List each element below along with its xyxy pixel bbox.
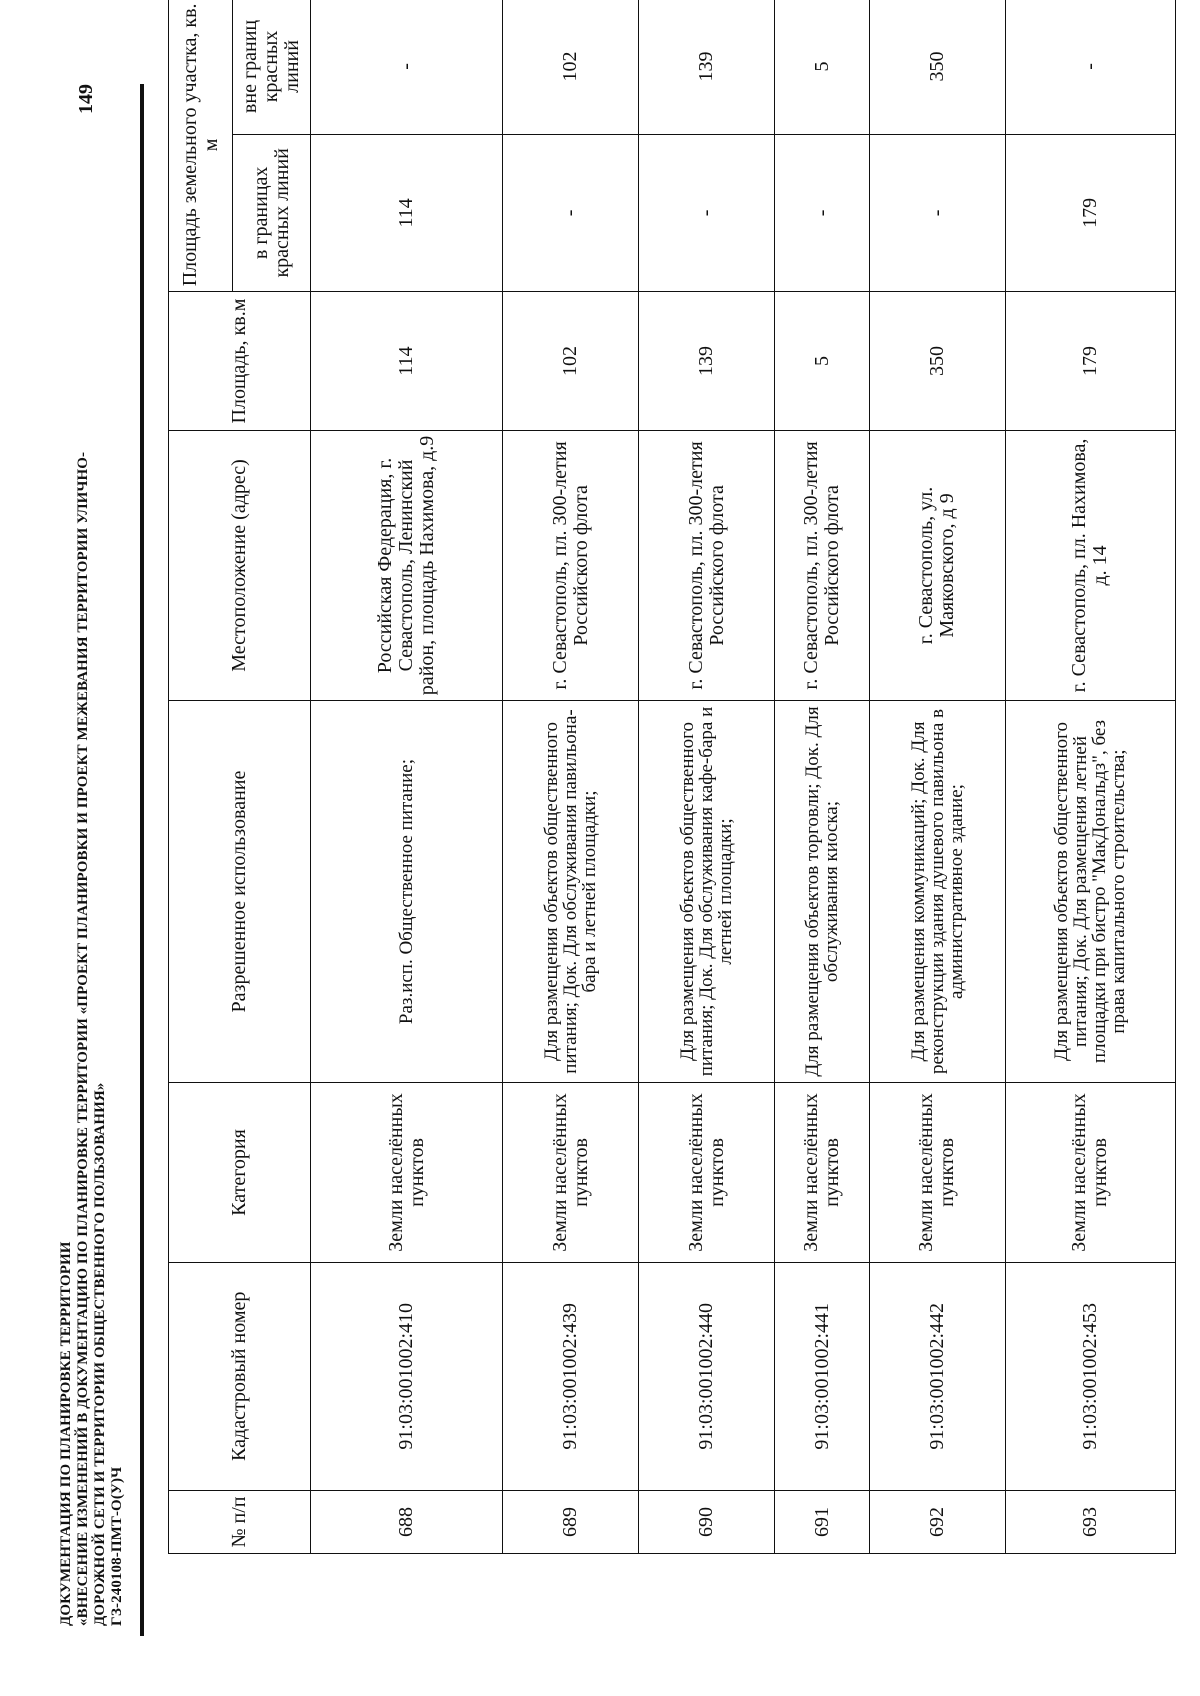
cell-cadastral: 91:03:001002:410 [311,1262,503,1490]
cell-inside-red-lines: - [869,134,1005,291]
cell-location: г. Севастополь, пл. 300-летия Российского флота [639,431,775,700]
cell-num: 688 [311,1491,503,1554]
document-header [58,126,126,1626]
header-cadastral: Кадастровый номер [169,1262,311,1490]
cell-inside-red-lines: 179 [1005,134,1175,291]
cell-permitted-use: Для размещения объектов общественного питания; Док. Для размещения летней площадки при бистро "МакДональдз", без права капитального строительства; [1005,700,1175,1083]
cell-location: Российская Федерация, г. Севастополь, Ленинский район, площадь Нахимова, д.9 [311,431,503,700]
cell-location: г. Севастополь, пл. Нахимова, д. 14 [1005,431,1175,700]
header-line-3: ДОРОЖНОЙ СЕТИ И ТЕРРИТОРИИ ОБЩЕСТВЕННОГО ПОЛЬЗОВАНИЯ» [92,1082,108,1626]
table-row [503,0,639,1554]
table-row [775,0,870,1554]
cell-category: Земли населённых пунктов [503,1083,639,1262]
cell-area: 179 [1005,291,1175,431]
cell-permitted-use: Для размещения объектов общественного питания; Док. Для обслуживания кафе-бара и летней площадки; [639,700,775,1083]
cell-inside-red-lines: - [503,134,639,291]
header-land-area-group: Площадь земельного участка, кв. м [169,0,233,291]
cell-permitted-use: Для размещения объектов общественного питания; Док. Для обслуживания павильона-бара и летней площадки; [503,700,639,1083]
cell-category: Земли населённых пунктов [775,1083,870,1262]
table-row [639,0,775,1554]
header-inside-red-lines: в границах красных линий [233,134,311,291]
header-outside-red-lines: вне границ красных линий [233,0,311,134]
cell-category: Земли населённых пунктов [639,1083,775,1262]
cell-area: 5 [775,291,870,431]
page-number: 149 [75,84,97,114]
cell-permitted-use: Раз.исп. Общественное питание; [311,700,503,1083]
cell-num: 691 [775,1491,870,1554]
header-category: Категория [169,1083,311,1262]
table-row [1005,0,1175,1554]
cell-outside-red-lines: 102 [503,0,639,134]
header-location: Местоположение (адрес) [169,431,311,700]
table-row [869,0,1005,1554]
cell-cadastral: 91:03:001002:440 [639,1262,775,1490]
land-plots-table [168,0,1176,1554]
header-line-2: «ВНЕСЕНИЕ ИЗМЕНЕНИЙ В ДОКУМЕНТАЦИЮ ПО ПЛАНИРОВКЕ ТЕРРИТОРИИ «ПРОЕКТ ПЛАНИРОВКИ И ПРОЕКТ МЕЖЕВАНИЯ ТЕРРИТОРИИ УЛИЧНО- [75,451,91,1626]
cell-permitted-use: Для размещения объектов торговли; Док. Для обслуживания киоска; [775,700,870,1083]
cell-location: г. Севастополь, пл. 300-летия Российского флота [775,431,870,700]
cell-inside-red-lines: - [639,134,775,291]
cell-permitted-use: Для размещения коммуникаций; Док. Для реконструкции здания душевого павильона в административное здание; [869,700,1005,1083]
cell-cadastral: 91:03:001002:441 [775,1262,870,1490]
cell-num: 693 [1005,1491,1175,1554]
cell-area: 350 [869,291,1005,431]
header-num: № п/п [169,1491,311,1554]
cell-location: г. Севастополь, пл. 300-летия Российского флота [503,431,639,700]
cell-num: 692 [869,1491,1005,1554]
header-area: Площадь, кв.м [169,291,311,431]
cell-inside-red-lines: 114 [311,134,503,291]
header-permitted-use: Разрешенное использование [169,700,311,1083]
cell-location: г. Севастополь, ул. Маяковского, д 9 [869,431,1005,700]
cell-outside-red-lines: - [1005,0,1175,134]
cell-cadastral: 91:03:001002:453 [1005,1262,1175,1490]
cell-num: 690 [639,1491,775,1554]
header-line-1: ДОКУМЕНТАЦИЯ ПО ПЛАНИРОВКЕ ТЕРРИТОРИИ [58,1241,74,1626]
document-code: ГЗ-240108-ПМТ-О(У)Ч [109,1466,125,1626]
cell-outside-red-lines: 5 [775,0,870,134]
cell-outside-red-lines: 139 [639,0,775,134]
cell-category: Земли населённых пунктов [311,1083,503,1262]
cell-cadastral: 91:03:001002:439 [503,1262,639,1490]
cell-area: 139 [639,291,775,431]
cell-inside-red-lines: - [775,134,870,291]
header-rule [140,84,144,1636]
header-row-1 [169,0,233,1554]
cell-outside-red-lines: 350 [869,0,1005,134]
cell-area: 114 [311,291,503,431]
table-row [311,0,503,1554]
cell-outside-red-lines: - [311,0,503,134]
cell-category: Земли населённых пунктов [869,1083,1005,1262]
cell-area: 102 [503,291,639,431]
cell-category: Земли населённых пунктов [1005,1083,1175,1262]
cell-cadastral: 91:03:001002:442 [869,1262,1005,1490]
cell-num: 689 [503,1491,639,1554]
